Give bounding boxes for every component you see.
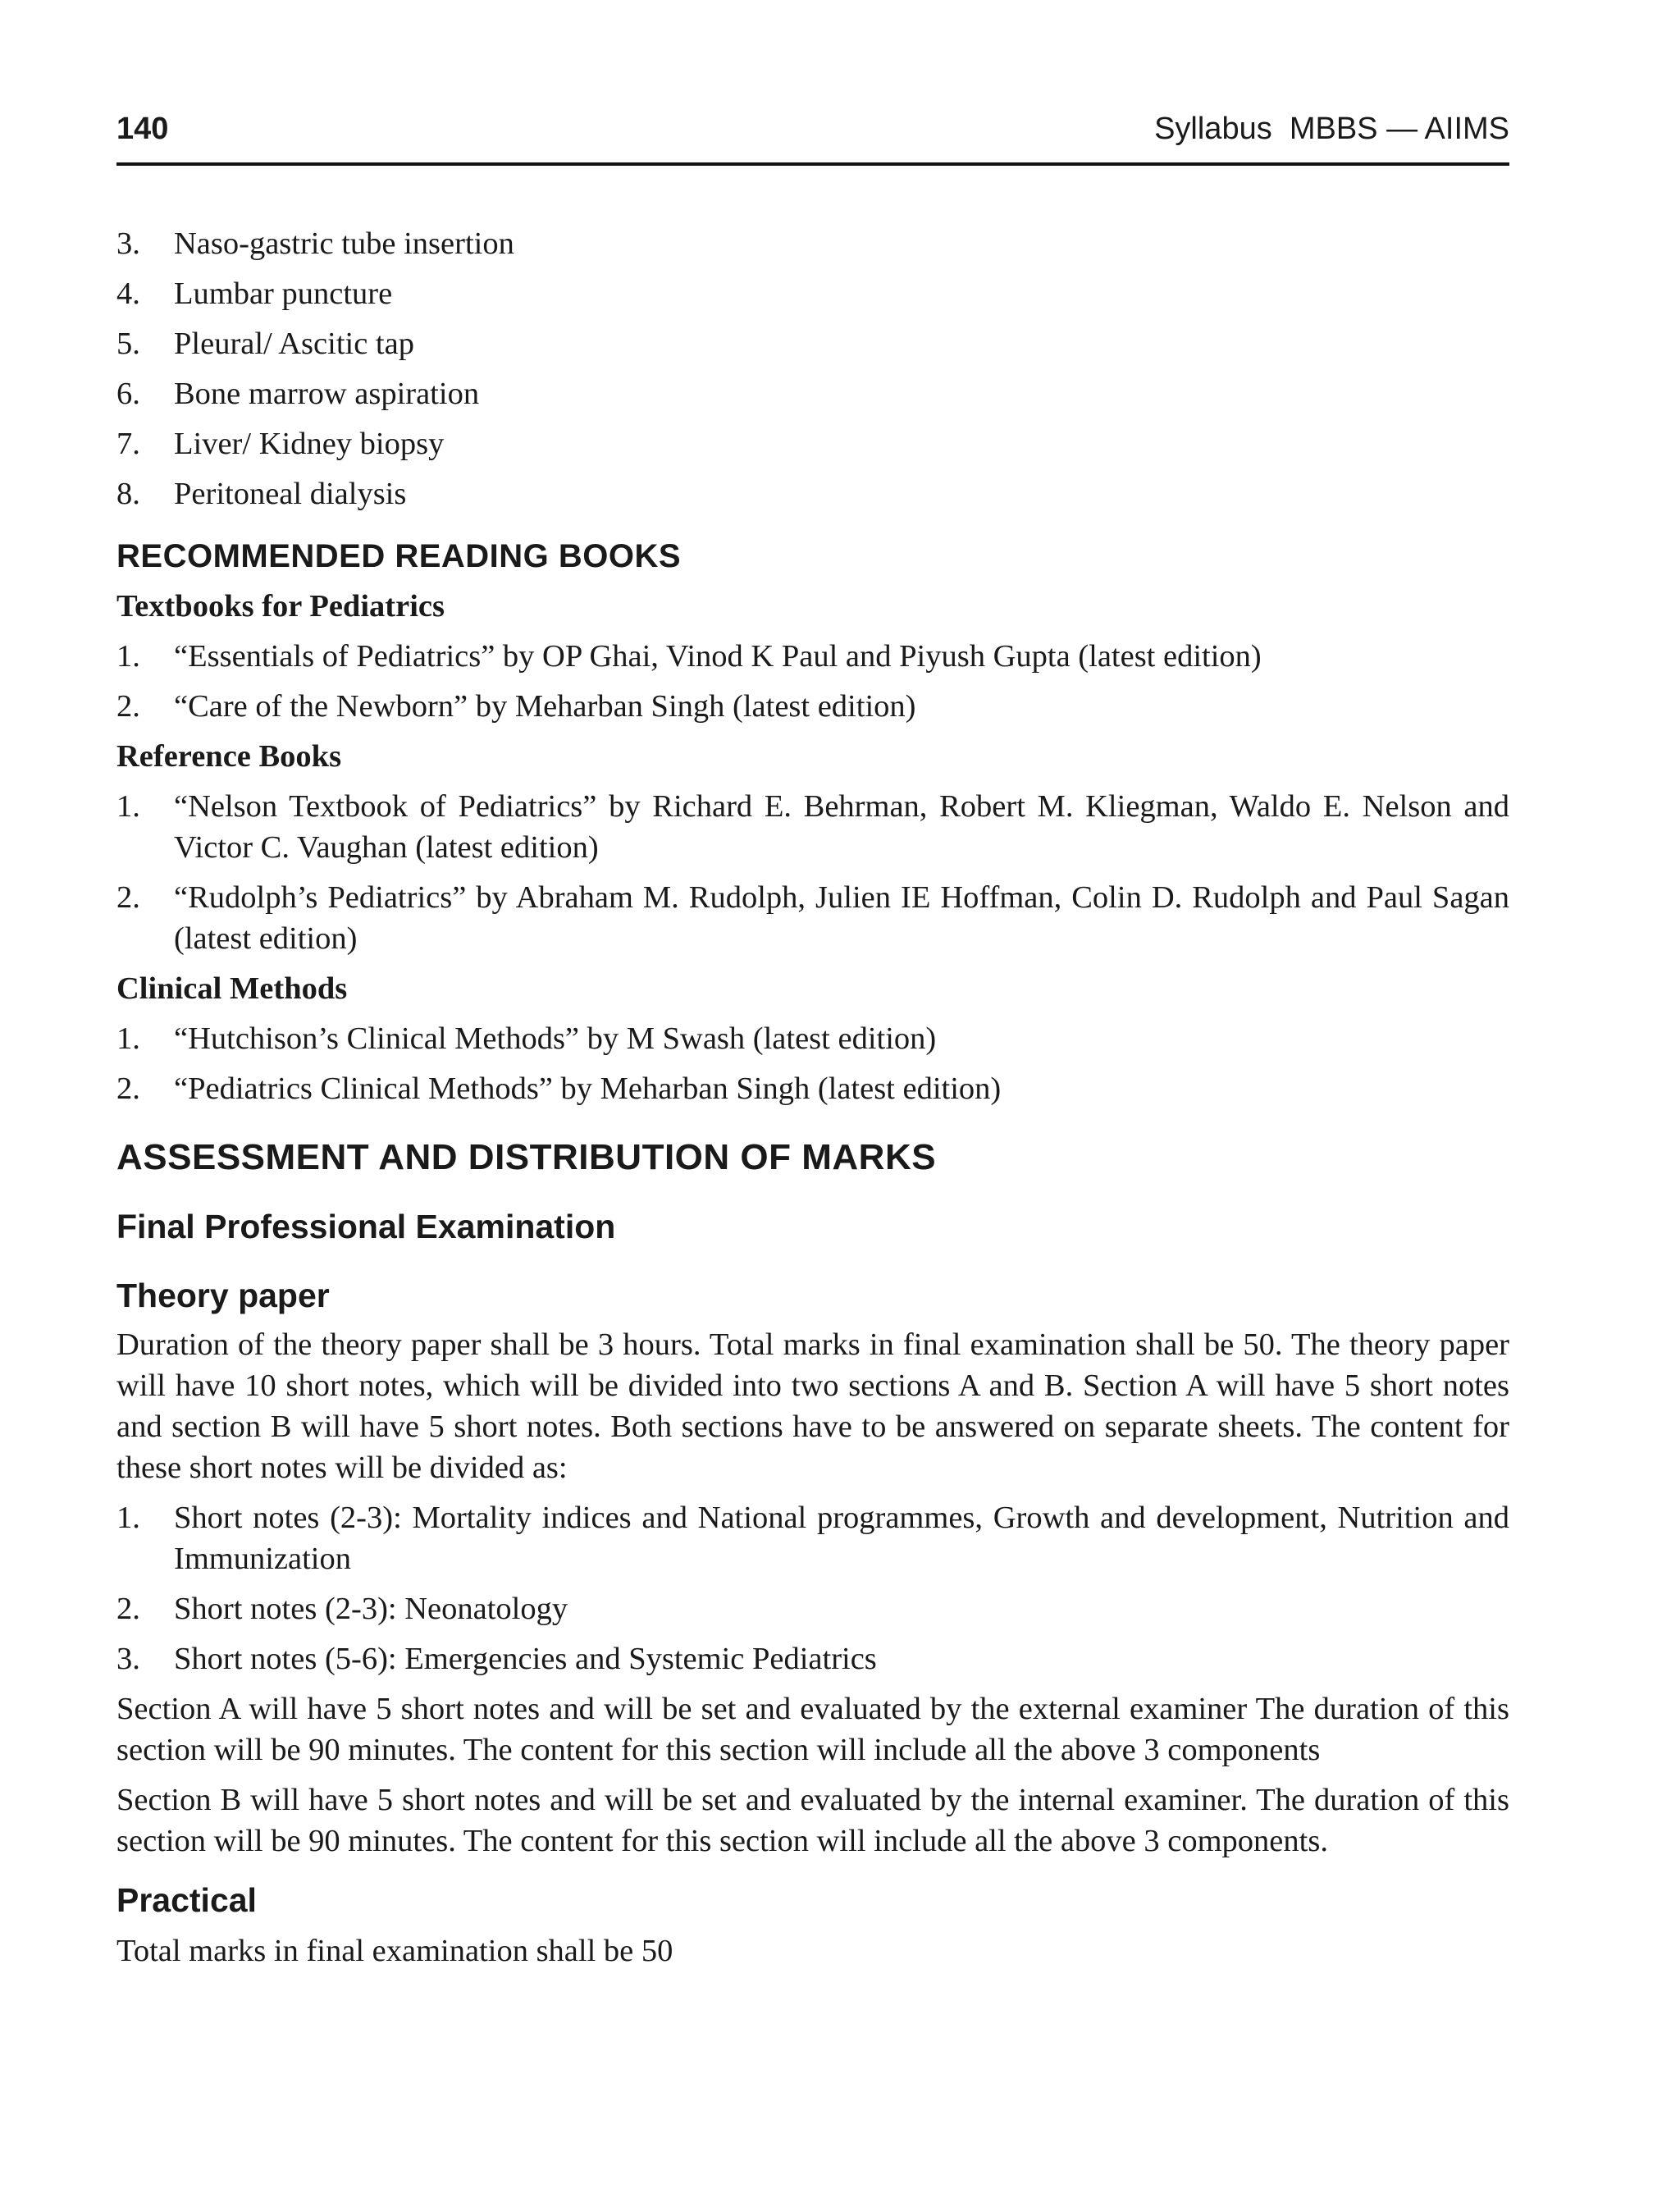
list-item: [116, 1068, 1509, 1109]
reference-heading: Reference Books: [116, 739, 342, 774]
list-item: [116, 1638, 1509, 1679]
assessment-heading: ASSESSMENT AND DISTRIBUTION OF MARKS: [116, 1137, 937, 1177]
item-number: 3.: [116, 1642, 140, 1676]
list-item: [116, 877, 1509, 959]
item-text: “Essentials of Pediatrics” by OP Ghai, Vinod K Paul and Piyush Gupta (latest edition): [174, 639, 1262, 674]
page-content: [116, 223, 1509, 1980]
item-number: 1.: [116, 1021, 140, 1056]
theory-heading: Theory paper: [116, 1277, 330, 1314]
list-item: [116, 373, 1509, 414]
list-item: [116, 636, 1509, 677]
final-exam-heading: Final Professional Examination: [116, 1208, 616, 1245]
theory-intro: Duration of the theory paper shall be 3 hours. Total marks in final examination shall be 50. The theory paper will have 10 short notes, which will be divided into two sections A and B. Section A will have 5 short notes and section B will have 5 short notes. Both sections have to be answered on separate sheets. The content for these short notes will be divided as:: [116, 1327, 1509, 1485]
item-text: Pleural/ Ascitic tap: [174, 327, 414, 361]
practical-heading: Practical: [116, 1881, 257, 1919]
item-number: 2.: [116, 880, 140, 915]
item-number: 5.: [116, 327, 140, 361]
item-text: Short notes (2-3): Neonatology: [174, 1592, 568, 1626]
list-item: [116, 323, 1509, 364]
list-item: [116, 1018, 1509, 1059]
item-number: 1.: [116, 639, 140, 674]
item-number: 7.: [116, 427, 140, 461]
list-item: [116, 223, 1509, 264]
practical-text: Total marks in final examination shall be 50: [116, 1934, 673, 1968]
page-header: [116, 112, 1509, 166]
item-text: “Rudolph’s Pediatrics” by Abraham M. Rudolph, Julien IE Hoffman, Colin D. Rudolph and Paul Sagan (latest edition): [174, 880, 1509, 956]
item-number: 1.: [116, 789, 140, 824]
list-item: [116, 423, 1509, 464]
item-text: “Pediatrics Clinical Methods” by Meharban Singh (latest edition): [174, 1071, 1002, 1106]
item-number: 3.: [116, 226, 140, 261]
list-item: [116, 473, 1509, 514]
running-title: Syllabus MBBS — AIIMS: [1154, 112, 1509, 146]
item-number: 6.: [116, 377, 140, 411]
clinical-heading: Clinical Methods: [116, 971, 348, 1006]
item-number: 2.: [116, 1592, 140, 1626]
list-item: [116, 786, 1509, 868]
textbooks-heading: Textbooks for Pediatrics: [116, 589, 445, 624]
list-item: [116, 1497, 1509, 1579]
item-number: 4.: [116, 276, 140, 311]
procedures-list: [116, 223, 1509, 514]
item-number: 2.: [116, 689, 140, 724]
item-text: Short notes (5-6): Emergencies and Systemic Pediatrics: [174, 1642, 877, 1676]
section-b-paragraph: Section B will have 5 short notes and will be set and evaluated by the internal examiner. The duration of this section will be 90 minutes. The content for this section will include all the above 3 components.: [116, 1783, 1509, 1858]
item-text: Peritoneal dialysis: [174, 477, 407, 511]
item-number: 1.: [116, 1501, 140, 1535]
item-text: Lumbar puncture: [174, 276, 393, 311]
section-a-paragraph: Section A will have 5 short notes and will be set and evaluated by the external examiner The duration of this section will be 90 minutes. The content for this section will include all the above 3 components: [116, 1692, 1509, 1767]
page-number: 140: [116, 112, 169, 146]
item-number: 2.: [116, 1071, 140, 1106]
item-text: “Nelson Textbook of Pediatrics” by Richard E. Behrman, Robert M. Kliegman, Waldo E. Nelson and Victor C. Vaughan (latest edition): [174, 789, 1509, 865]
item-text: “Care of the Newborn” by Meharban Singh (latest edition): [174, 689, 916, 724]
item-text: “Hutchison’s Clinical Methods” by M Swash (latest edition): [174, 1021, 937, 1056]
item-text: Bone marrow aspiration: [174, 377, 480, 411]
item-text: Liver/ Kidney biopsy: [174, 427, 445, 461]
reading-heading: RECOMMENDED READING BOOKS: [116, 538, 682, 574]
item-text: Short notes (2-3): Mortality indices and National programmes, Growth and development, Nutrition and Immunization: [174, 1501, 1509, 1576]
list-item: [116, 1588, 1509, 1629]
item-text: Naso-gastric tube insertion: [174, 226, 514, 261]
item-number: 8.: [116, 477, 140, 511]
list-item: [116, 686, 1509, 727]
list-item: [116, 273, 1509, 314]
